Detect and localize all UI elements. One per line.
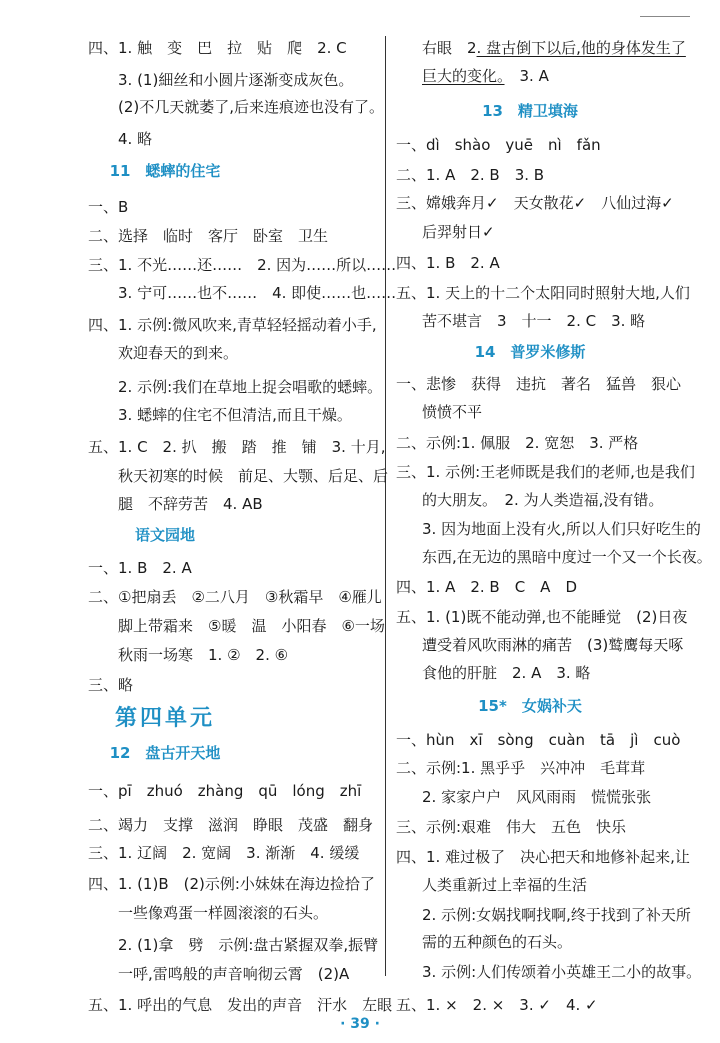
answer-line: 3. 宁可……也不…… 4. 即使……也…… [118, 284, 397, 302]
answer-line: 2. 示例:我们在草地上捉会唱歌的蟋蟀。 [118, 378, 383, 396]
answer-line: 三、示例:艰难 伟大 五色 快乐 [396, 818, 627, 836]
answer-line: 3. 蟋蟀的住宅不但清洁,而且干燥。 [118, 406, 352, 424]
answer-line: 三、1. 示例:王老师既是我们的老师,也是我们 [396, 463, 695, 481]
answer-line: 的大朋友。 2. 为人类造福,没有错。 [422, 491, 664, 509]
answer-line: 三、1. 辽阔 2. 宽阔 3. 渐渐 4. 缓缓 [88, 844, 360, 862]
answer-line: 四、1. B 2. A [396, 254, 500, 272]
answer-line: 3. 示例:人们传颂着小英雄王二小的故事。 [422, 963, 702, 981]
answer-line: 四、1. 示例:微风吹来,青草轻轻摇动着小手, [88, 316, 377, 334]
answer-line: 巨大的变化。 3. A [422, 67, 549, 85]
answer-line: 愤愤不平 [422, 403, 483, 421]
underlined-text: 巨大的变化。 [422, 67, 505, 85]
answer-line: 三、1. 不光……还…… 2. 因为……所以…… [88, 256, 397, 274]
answer-line: 2. (1)拿 劈 示例:盘古紧握双拳,振臂 [118, 936, 379, 954]
answer-line: 需的五种颜色的石头。 [422, 933, 573, 951]
answer-line: 秋雨一场寒 1. ② 2. ⑥ [118, 646, 289, 664]
answer-line: 二、竭力 支撑 滋润 睁眼 茂盛 翻身 [88, 816, 374, 834]
section-title: 11 蟋蟀的住宅 [109, 162, 221, 180]
answer-line: 2. 家家户户 风风雨雨 慌慌张张 [422, 788, 652, 806]
answer-line: 一、B [88, 198, 129, 216]
answer-line: 一呼,雷鸣般的声音响彻云霄 (2)A [118, 965, 350, 983]
answer-line: 2. 示例:女娲找啊找啊,终于找到了补天所 [422, 906, 691, 924]
answer-line: 东西,在无边的黑暗中度过一个又一个长夜。 [422, 548, 712, 566]
underlined-text: . 盘古倒下以后,他的身体发生了 [476, 39, 686, 57]
answer-line: 脚上带霜来 ⑤暖 温 小阳春 ⑥一场 [118, 617, 385, 635]
answer-line: 四、1. A 2. B C A D [396, 578, 577, 596]
answer-line: 五、1. (1)既不能动弹,也不能睡觉 (2)日夜 [396, 608, 688, 626]
answer-line: 五、1. 天上的十二个太阳同时照射大地,人们 [396, 284, 690, 302]
answer-line: 二、1. A 2. B 3. B [396, 166, 545, 184]
answer-line: 苦不堪言 3 十一 2. C 3. 略 [422, 312, 646, 330]
answer-line: 3. 因为地面上没有火,所以人们只好吃生的 [422, 520, 701, 538]
answer-line: 欢迎春天的到来。 [118, 344, 239, 362]
answer-line: 腿 不辞劳苦 4. AB [118, 495, 263, 513]
section-title: 12 盘古开天地 [109, 744, 221, 762]
answer-line: 秋天初寒的时候 前足、大颚、后足、后 [118, 467, 389, 485]
page-number: · 39 · [340, 1016, 380, 1032]
section-title: 语文园地 [134, 526, 195, 544]
answer-line: 食他的肝脏 2. A 3. 略 [422, 664, 591, 682]
answer-line: 二、选择 临时 客厅 卧室 卫生 [88, 227, 329, 245]
answer-line: 遭受着风吹雨淋的痛苦 (3)鹫鹰每天啄 [422, 636, 684, 654]
answer-line: 一、pī zhuó zhàng qū lóng zhī [88, 782, 362, 800]
answer-line: 四、1. 触 变 巴 拉 贴 爬 2. C [88, 39, 347, 57]
answer-line: 二、示例:1. 黑乎乎 兴冲冲 毛茸茸 [396, 759, 646, 777]
answer-line: 二、①把扇丢 ②二八月 ③秋霜早 ④雁儿 [88, 588, 382, 606]
answer-line: 4. 略 [118, 130, 153, 148]
section-title: 13 精卫填海 [482, 102, 578, 120]
section-title: 15* 女娲补天 [478, 697, 582, 715]
answer-line: 右眼 2. 盘古倒下以后,他的身体发生了 [422, 39, 686, 57]
unit-heading: 第四单元 [114, 706, 215, 731]
answer-line: 一些像鸡蛋一样圆滚滚的石头。 [118, 904, 329, 922]
answer-line: 一、hùn xī sòng cuàn tā jì cuò [396, 731, 681, 749]
answer-line: 三、略 [88, 676, 134, 694]
top-rule [640, 16, 690, 17]
answer-line: 一、dì shào yuē nì fǎn [396, 136, 601, 154]
answer-line: 后羿射日✓ [422, 223, 495, 241]
answer-line: 人类重新过上幸福的生活 [422, 876, 588, 894]
column-divider [385, 36, 386, 976]
answer-line: 五、1. 呼出的气息 发出的声音 汗水 左眼 [88, 996, 393, 1014]
answer-line: 三、嫦娥奔月✓ 天女散花✓ 八仙过海✓ [396, 194, 674, 212]
answer-line: 五、1. C 2. 扒 搬 踏 推 铺 3. 十月, [88, 438, 386, 456]
answer-line: 一、悲惨 获得 违抗 著名 猛兽 狠心 [396, 375, 682, 393]
answer-line: 五、1. × 2. × 3. ✓ 4. ✓ [396, 996, 598, 1014]
answer-line: 四、1. (1)B (2)示例:小妹妹在海边捡拾了 [88, 875, 375, 893]
answer-line: 3. (1)細丝和小圆片逐渐变成灰色。 [118, 71, 354, 89]
section-title: 14 普罗米修斯 [474, 343, 586, 361]
answer-line: 一、1. B 2. A [88, 559, 192, 577]
answer-line: (2)不几天就萎了,后来连痕迹也没有了。 [118, 98, 385, 116]
answer-line: 二、示例:1. 佩服 2. 宽恕 3. 严格 [396, 434, 639, 452]
answer-line: 四、1. 难过极了 决心把天和地修补起来,让 [396, 848, 690, 866]
